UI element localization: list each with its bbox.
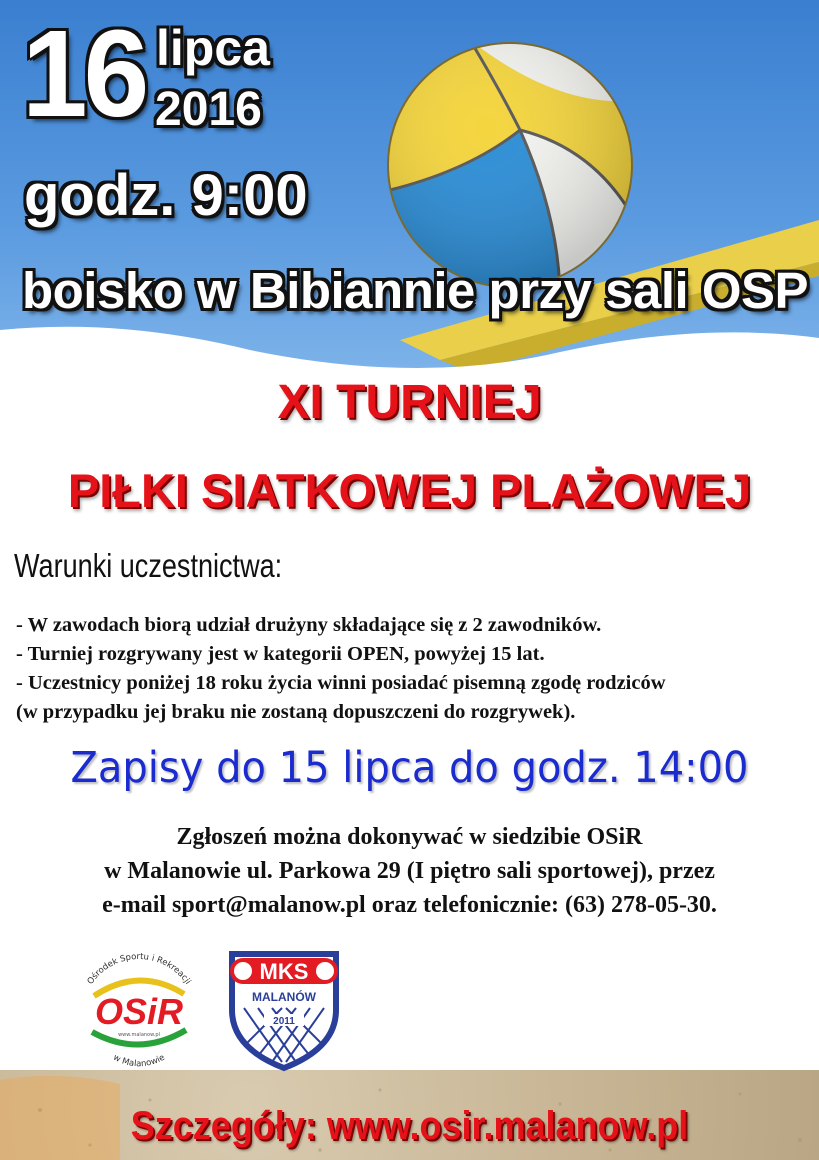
osir-logo: [64, 946, 214, 1074]
rule-item: - W zawodach biorą udział drużyny składające się z 2 zawodników.: [16, 614, 602, 636]
contact-line: Zgłoszeń można dokonywać w siedzibie OSiR: [176, 824, 643, 850]
event-hour: godz. 9:00: [24, 163, 308, 228]
contact-line: e-mail sport@malanow.pl oraz telefonicznie: (63) 278-05-30.: [102, 892, 717, 918]
event-day: 16: [22, 4, 146, 144]
mks-town: MALANÓW: [252, 990, 316, 1004]
rules-list: [16, 611, 816, 727]
osir-name: OSiR: [94, 991, 184, 1032]
event-month: lipca: [156, 20, 270, 76]
conditions-heading: Warunki uczestnictwa:: [14, 547, 283, 584]
top-banner: [0, 0, 819, 380]
contact-line: w Malanowie ul. Parkowa 29 (I piętro sali sportowej), przez: [104, 858, 715, 884]
title-line-2: PIŁKI SIATKOWEJ PLAŻOWEJ: [67, 464, 752, 517]
osir-url: www.malanow.pl: [118, 1032, 160, 1038]
title-line-1: XI TURNIEJ: [277, 376, 542, 429]
rule-item: - Turniej rozgrywany jest w kategorii OPEN, powyżej 15 lat.: [16, 643, 545, 665]
mks-year: 2011: [273, 1016, 295, 1027]
event-place: boisko w Bibiannie przy sali OSP: [22, 262, 809, 319]
mks-logo: [224, 944, 344, 1072]
osir-arc-top: Ośrodek Sportu i Rekreacji: [85, 951, 193, 987]
mks-name: MKS: [259, 959, 309, 984]
osir-arc-bottom: w Malanowie: [111, 1052, 167, 1070]
rule-item: - Uczestnicy poniżej 18 roku życia winni posiadać pisemną zgodę rodziców: [16, 672, 666, 694]
event-year: 2016: [155, 83, 262, 136]
signup-deadline: Zapisy do 15 lipca do godz. 14:00: [70, 743, 749, 793]
rule-item: (w przypadku jej braku nie zostaną dopuszczeni do rozgrywek).: [16, 701, 576, 723]
details-link[interactable]: Szczegóły: www.osir.malanow.pl: [130, 1104, 689, 1148]
contact-info: [0, 820, 819, 922]
